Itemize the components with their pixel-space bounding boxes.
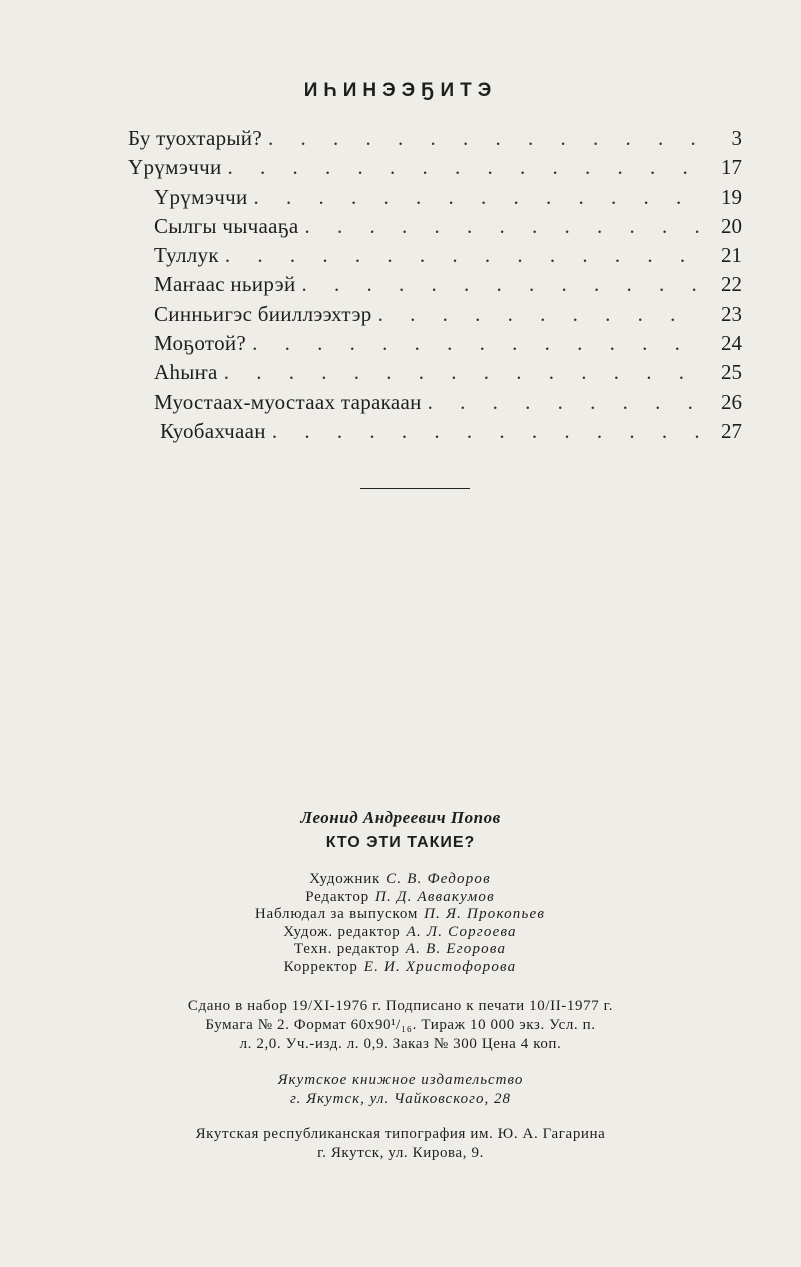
- toc-entry-label: Бу туохтарый?: [128, 126, 262, 150]
- leader-dots: [302, 270, 702, 299]
- toc-entry-label: Аһыҥа: [154, 360, 218, 385]
- leader-dots: [224, 358, 702, 387]
- author-name: Леонид Андреевич Попов: [300, 808, 501, 827]
- toc-entry-page: 24: [721, 331, 742, 356]
- pubinfo-line: Сдано в набор 19/XI-1976 г. Подписано к печати 10/II-1977 г.: [187, 998, 614, 1014]
- toc-entry-page: 23: [721, 301, 742, 326]
- toc-entry-page: 21: [721, 243, 742, 268]
- toc-entry-label: Куобахчаан: [160, 418, 266, 443]
- toc-entry[interactable]: [128, 153, 742, 182]
- toc-entry[interactable]: [128, 212, 742, 241]
- toc-title: ИҺИНЭЭҔИТЭ: [303, 80, 498, 101]
- toc-entry-label: Муостаах-муостаах таракаан: [154, 389, 422, 414]
- toc-entry[interactable]: [128, 388, 742, 417]
- toc-entry[interactable]: [128, 300, 742, 329]
- credit-line: [200, 959, 600, 977]
- publisher-line: г. Якутск, ул. Чайковского, 28: [289, 1091, 512, 1107]
- leader-dots: [252, 329, 702, 358]
- printer-line: Якутская республиканская типография им. Ю. А. Гагарина: [195, 1126, 606, 1142]
- credits-block: [200, 871, 600, 976]
- toc-entry[interactable]: [128, 270, 742, 299]
- printer-line: г. Якутск, ул. Кирова, 9.: [317, 1145, 484, 1161]
- pubinfo-line: л. 2,0. Уч.-изд. л. 0,9. Заказ № 300 Цена 4 коп.: [239, 1036, 562, 1052]
- credit-line: [200, 871, 600, 889]
- credit-person: П. Д. Аввакумов: [374, 888, 495, 905]
- toc-entry-page: 3: [731, 126, 742, 150]
- credit-role: Редактор: [305, 888, 369, 905]
- leader-dots: [228, 153, 703, 182]
- toc-entry-page: 25: [721, 360, 742, 385]
- leader-dots: [304, 212, 702, 241]
- toc-entry-label: Үрүмэччи: [154, 184, 248, 209]
- toc-entry-label: Моҕотой?: [154, 331, 247, 356]
- credit-role: Наблюдал за выпуском: [254, 906, 419, 922]
- credit-person: П. Я. Прокопьев: [424, 906, 546, 922]
- toc-entry-page: 26: [721, 389, 742, 414]
- publisher-block: [0, 1071, 801, 1109]
- toc-entry[interactable]: [128, 329, 742, 358]
- credit-role: Худож. редактор: [283, 923, 401, 940]
- credit-role: Корректор: [283, 958, 358, 975]
- credit-line: [200, 941, 600, 959]
- section-divider: [360, 488, 470, 489]
- credit-person: А. В. Егорова: [405, 941, 507, 957]
- credit-person: С. В. Федоров: [386, 871, 491, 887]
- publication-details: [0, 997, 801, 1054]
- leader-dots: [428, 388, 702, 417]
- table-of-contents: [128, 124, 742, 446]
- book-title: КТО ЭТИ ТАКИЕ?: [325, 834, 476, 851]
- toc-entry[interactable]: [128, 124, 742, 153]
- publisher-line: Якутское книжное издательство: [277, 1072, 524, 1088]
- toc-entry[interactable]: [128, 417, 742, 446]
- leader-dots: [225, 241, 702, 270]
- toc-entry[interactable]: [128, 358, 742, 387]
- toc-entry-label: Маҥаас ньирэй: [154, 272, 296, 297]
- leader-dots: [272, 417, 702, 446]
- leader-dots: [254, 183, 703, 212]
- toc-entry-label: Сылгы чычааҕа: [154, 213, 299, 238]
- credit-person: А. Л. Соргоева: [406, 923, 517, 940]
- credit-line: [200, 889, 600, 907]
- credit-line: [200, 924, 600, 942]
- toc-entry-page: 22: [721, 272, 742, 297]
- toc-entry-page: 19: [721, 184, 742, 209]
- toc-entry-label: Үрүмэччи: [128, 155, 222, 180]
- toc-entry-page: 17: [721, 155, 742, 180]
- leader-dots: [378, 300, 702, 329]
- credit-role: Художник: [309, 871, 381, 887]
- toc-entry[interactable]: [128, 183, 742, 212]
- credit-person: Е. И. Христофорова: [363, 958, 517, 975]
- toc-entry-label: Синньигэс бииллээхтэр: [154, 301, 372, 326]
- leader-dots: [268, 124, 702, 153]
- printer-block: [0, 1125, 801, 1163]
- toc-entry-page: 27: [721, 418, 742, 443]
- credit-line: [200, 906, 600, 924]
- toc-entry-label: Туллук: [154, 243, 219, 268]
- toc-entry-page: 20: [721, 213, 742, 238]
- pubinfo-line: Бумага № 2. Формат 60х90¹/₁₆. Тираж 10 000 экз. Усл. п.: [205, 1017, 596, 1033]
- toc-entry[interactable]: [128, 241, 742, 270]
- credit-role: Техн. редактор: [293, 941, 400, 957]
